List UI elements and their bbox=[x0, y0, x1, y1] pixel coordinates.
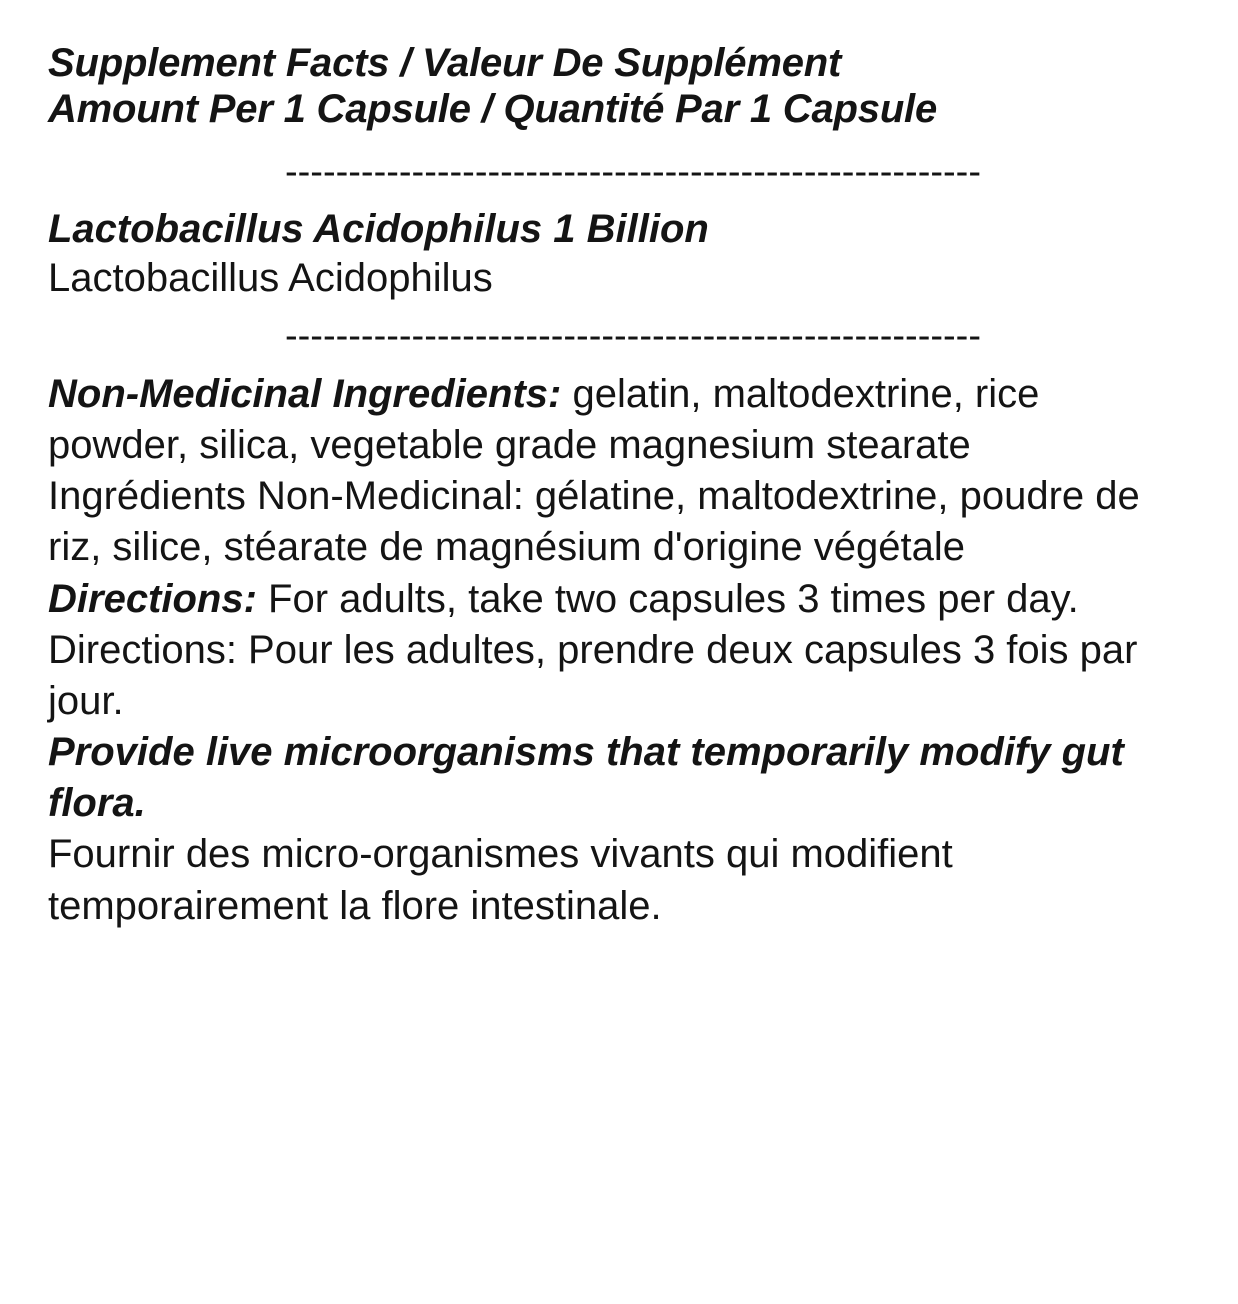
ingredient-name-en: Lactobacillus Acidophilus 1 Billion bbox=[48, 206, 709, 251]
non-medicinal-ingredients-fr: Ingrédients Non-Medicinal: gélatine, maltodextrine, poudre de riz, silice, stéarate de magnésium d'origine végétale bbox=[48, 474, 1140, 570]
amount-per-serving-title: Amount Per 1 Capsule / Quantité Par 1 Capsule bbox=[48, 87, 938, 132]
non-medicinal-value-en: gelatin, maltodextrine, rice powder, silica, vegetable grade magnesium stearate bbox=[48, 371, 1040, 467]
divider-top bbox=[48, 139, 1190, 205]
directions-fr: Directions: Pour les adultes, prendre deux capsules 3 fois par jour. bbox=[48, 627, 1138, 723]
claim-en: Provide live microorganisms that temporarily modify gut flora. bbox=[48, 730, 1124, 826]
directions-en bbox=[48, 574, 1190, 625]
divider-bottom-dashes: ------------------------------------------------------- bbox=[285, 314, 981, 357]
directions-value-en: For adults, take two capsules 3 times per day. bbox=[256, 576, 1079, 621]
ingredient-block bbox=[48, 205, 1190, 303]
non-medicinal-label-en: Non-Medicinal Ingredients: bbox=[48, 371, 562, 416]
non-medicinal-ingredients-en bbox=[48, 369, 1190, 471]
claim-fr: Fournir des micro-organismes vivants qui modifient temporairement la flore intestinale. bbox=[48, 832, 953, 928]
divider-top-dashes: ------------------------------------------------------- bbox=[285, 150, 981, 193]
supplement-facts-header bbox=[48, 40, 1190, 133]
divider-bottom bbox=[48, 303, 1190, 369]
supplement-facts-title: Supplement Facts / Valeur De Supplément bbox=[48, 41, 842, 85]
ingredient-name-fr: Lactobacillus Acidophilus bbox=[48, 255, 493, 300]
directions-label-en: Directions: bbox=[48, 576, 257, 621]
